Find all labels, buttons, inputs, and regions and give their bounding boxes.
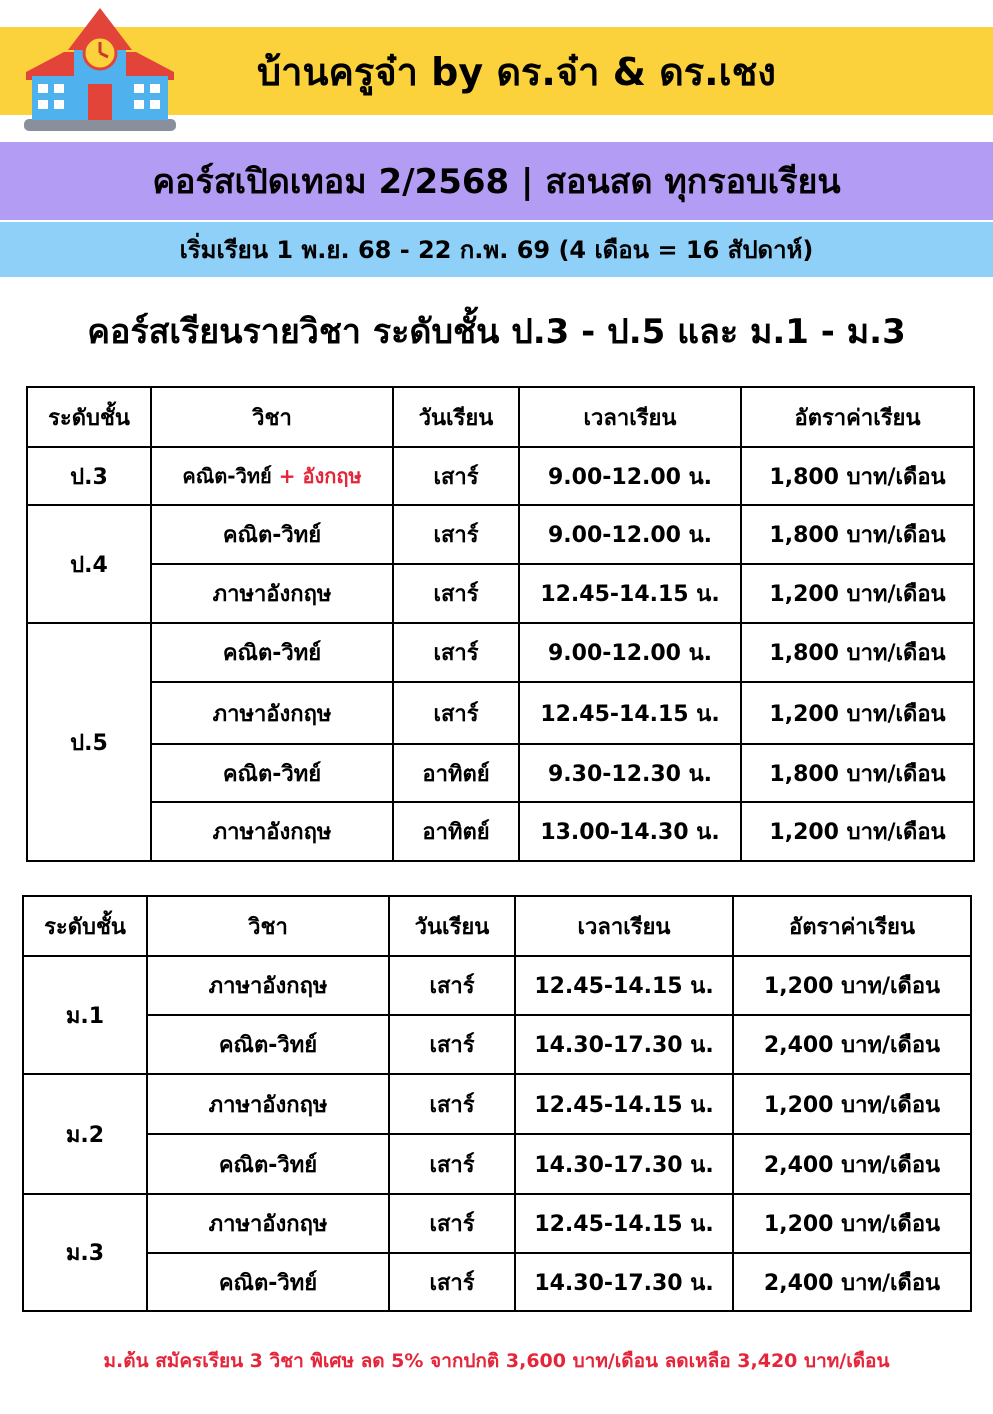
rate-cell: 1,800 บาท/เดือน bbox=[741, 447, 974, 505]
header-time: เวลาเรียน bbox=[515, 896, 733, 956]
rate-cell: 1,200 บาท/เดือน bbox=[733, 1074, 971, 1134]
subject-cell: ภาษาอังกฤษ bbox=[147, 1074, 389, 1134]
subject-cell: คณิต-วิทย์ bbox=[151, 744, 393, 802]
school-building-icon bbox=[24, 6, 176, 134]
rate-cell: 2,400 บาท/เดือน bbox=[733, 1253, 971, 1311]
day-cell: เสาร์ bbox=[389, 1253, 515, 1311]
table-row bbox=[23, 1253, 971, 1311]
course-banner bbox=[0, 142, 993, 220]
course-dates: เริ่มเรียน 1 พ.ย. 68 - 22 ก.พ. 69 (4 เดือน = 16 สัปดาห์) bbox=[179, 236, 814, 264]
table-row bbox=[23, 1194, 971, 1253]
subject-cell: คณิต-วิทย์ bbox=[151, 505, 393, 564]
subject-cell: ภาษาอังกฤษ bbox=[147, 956, 389, 1015]
time-cell: 12.45-14.15 น. bbox=[515, 1194, 733, 1253]
rate-cell: 1,200 บาท/เดือน bbox=[741, 802, 974, 861]
table-row bbox=[23, 1015, 971, 1074]
day-cell: เสาร์ bbox=[393, 623, 519, 682]
table-header-row bbox=[27, 387, 974, 447]
header-subject: วิชา bbox=[147, 896, 389, 956]
section-title: คอร์สเรียนรายวิชา ระดับชั้น ป.3 - ป.5 และ ม.1 - ม.3 bbox=[87, 312, 906, 352]
day-cell: เสาร์ bbox=[393, 682, 519, 744]
time-cell: 9.00-12.00 น. bbox=[519, 505, 741, 564]
primary-schedule-table bbox=[26, 386, 975, 862]
table-row bbox=[27, 564, 974, 623]
rate-cell: 1,200 บาท/เดือน bbox=[733, 1194, 971, 1253]
level-cell: ป.4 bbox=[27, 505, 151, 623]
table-row bbox=[27, 447, 974, 505]
time-cell: 13.00-14.30 น. bbox=[519, 802, 741, 861]
discount-note: ม.ต้น สมัครเรียน 3 วิชา พิเศษ ลด 5% จากปกติ 3,600 บาท/เดือน ลดเหลือ 3,420 บาท/เดือน bbox=[103, 1350, 890, 1372]
day-cell: อาทิตย์ bbox=[393, 744, 519, 802]
day-cell: เสาร์ bbox=[389, 956, 515, 1015]
header-rate: อัตราค่าเรียน bbox=[733, 896, 971, 956]
day-cell: เสาร์ bbox=[389, 1074, 515, 1134]
time-cell: 9.30-12.30 น. bbox=[519, 744, 741, 802]
time-cell: 14.30-17.30 น. bbox=[515, 1134, 733, 1194]
day-cell: เสาร์ bbox=[393, 505, 519, 564]
header-level: ระดับชั้น bbox=[23, 896, 147, 956]
table-row bbox=[27, 623, 974, 682]
subject-extra-text: อังกฤษ bbox=[302, 464, 362, 488]
header-day: วันเรียน bbox=[393, 387, 519, 447]
level-cell: ป.5 bbox=[27, 623, 151, 861]
table-row bbox=[27, 744, 974, 802]
rate-cell: 1,800 บาท/เดือน bbox=[741, 623, 974, 682]
level-cell: ม.3 bbox=[23, 1194, 147, 1311]
time-cell: 12.45-14.15 น. bbox=[515, 956, 733, 1015]
table-row bbox=[23, 1074, 971, 1134]
table-header-row bbox=[23, 896, 971, 956]
day-cell: เสาร์ bbox=[389, 1134, 515, 1194]
table-row bbox=[23, 956, 971, 1015]
level-cell: ม.2 bbox=[23, 1074, 147, 1194]
rate-cell: 1,800 บาท/เดือน bbox=[741, 505, 974, 564]
time-cell: 14.30-17.30 น. bbox=[515, 1253, 733, 1311]
time-cell: 9.00-12.00 น. bbox=[519, 447, 741, 505]
table-row bbox=[27, 505, 974, 564]
day-cell: เสาร์ bbox=[393, 447, 519, 505]
time-cell: 14.30-17.30 น. bbox=[515, 1015, 733, 1074]
rate-cell: 1,800 บาท/เดือน bbox=[741, 744, 974, 802]
time-cell: 12.45-14.15 น. bbox=[515, 1074, 733, 1134]
subject-cell: ภาษาอังกฤษ bbox=[147, 1194, 389, 1253]
rate-cell: 2,400 บาท/เดือน bbox=[733, 1134, 971, 1194]
subject-cell: คณิต-วิทย์ bbox=[147, 1015, 389, 1074]
day-cell: เสาร์ bbox=[389, 1015, 515, 1074]
course-heading: คอร์สเปิดเทอม 2/2568 | สอนสด ทุกรอบเรียน bbox=[152, 162, 841, 202]
header-time: เวลาเรียน bbox=[519, 387, 741, 447]
rate-cell: 1,200 บาท/เดือน bbox=[741, 682, 974, 744]
subject-cell: คณิต-วิทย์ bbox=[151, 623, 393, 682]
date-banner bbox=[0, 222, 993, 277]
header-rate: อัตราค่าเรียน bbox=[741, 387, 974, 447]
level-cell: ม.1 bbox=[23, 956, 147, 1074]
day-cell: เสาร์ bbox=[393, 564, 519, 623]
page-title: บ้านครูจ๋า by ดร.จ๋า & ดร.เชง bbox=[257, 49, 776, 94]
subject-text: คณิต-วิทย์ bbox=[182, 464, 272, 488]
level-cell: ป.3 bbox=[27, 447, 151, 505]
time-cell: 9.00-12.00 น. bbox=[519, 623, 741, 682]
day-cell: เสาร์ bbox=[389, 1194, 515, 1253]
header-level: ระดับชั้น bbox=[27, 387, 151, 447]
time-cell: 12.45-14.15 น. bbox=[519, 682, 741, 744]
subject-cell: ภาษาอังกฤษ bbox=[151, 564, 393, 623]
subject-cell bbox=[151, 447, 393, 505]
subject-cell: คณิต-วิทย์ bbox=[147, 1134, 389, 1194]
table-row bbox=[27, 682, 974, 744]
time-cell: 12.45-14.15 น. bbox=[519, 564, 741, 623]
rate-cell: 2,400 บาท/เดือน bbox=[733, 1015, 971, 1074]
plus-text: + bbox=[278, 464, 296, 488]
rate-cell: 1,200 บาท/เดือน bbox=[733, 956, 971, 1015]
subject-cell: ภาษาอังกฤษ bbox=[151, 682, 393, 744]
subject-cell: ภาษาอังกฤษ bbox=[151, 802, 393, 861]
subject-cell: คณิต-วิทย์ bbox=[147, 1253, 389, 1311]
secondary-schedule-table bbox=[22, 895, 972, 1312]
day-cell: อาทิตย์ bbox=[393, 802, 519, 861]
table-row bbox=[23, 1134, 971, 1194]
plus-sign bbox=[272, 464, 362, 488]
header-day: วันเรียน bbox=[389, 896, 515, 956]
header-subject: วิชา bbox=[151, 387, 393, 447]
rate-cell: 1,200 บาท/เดือน bbox=[741, 564, 974, 623]
table-row bbox=[27, 802, 974, 861]
